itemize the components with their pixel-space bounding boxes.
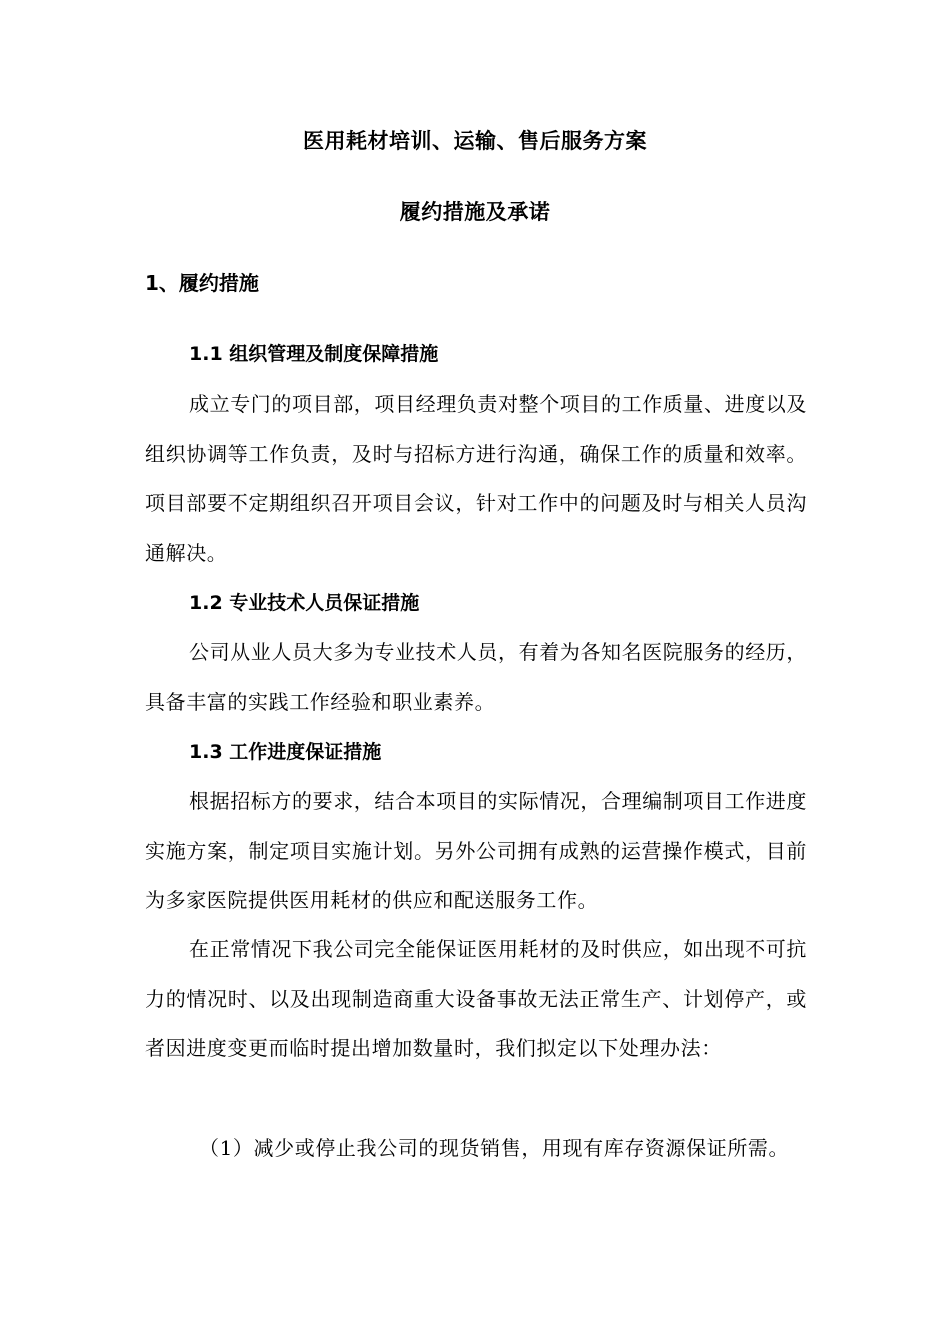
paragraph-1-3-b: 在正常情况下我公司完全能保证医用耗材的及时供应，如出现不可抗力的情况时、以及出现制造商重大设备事故无法正常生产、计划停产，或者因进度变更而临时提出增加数量时，我们拟定以下处理办法： bbox=[145, 937, 807, 1060]
section-heading-1: 1、履约措施 bbox=[145, 271, 259, 295]
subsection-heading-1-3: 1.3 工作进度保证措施 bbox=[189, 741, 382, 763]
paragraph-1-2: 公司从业人员大多为专业技术人员，有着为各知名医院服务的经历，具备丰富的实践工作经验和职业素养。 bbox=[145, 640, 807, 714]
paragraph-1-3-a: 根据招标方的要求，结合本项目的实际情况，合理编制项目工作进度实施方案，制定项目实施计划。另外公司拥有成熟的运营操作模式，目前为多家医院提供医用耗材的供应和配送服务工作。 bbox=[145, 789, 807, 912]
document-title: 医用耗材培训、运输、售后服务方案 bbox=[303, 129, 647, 153]
subsection-heading-1-2: 1.2 专业技术人员保证措施 bbox=[189, 592, 420, 614]
list-item-1: （1）减少或停止我公司的现货销售，用现有库存资源保证所需。 bbox=[199, 1136, 790, 1160]
document-subtitle: 履约措施及承诺 bbox=[399, 200, 551, 224]
subsection-heading-1-1: 1.1 组织管理及制度保障措施 bbox=[189, 343, 439, 365]
paragraph-1-1: 成立专门的项目部，项目经理负责对整个项目的工作质量、进度以及组织协调等工作负责，及时与招标方进行沟通，确保工作的质量和效率。项目部要不定期组织召开项目会议，针对工作中的问题及时与相关人员沟通解决。 bbox=[145, 392, 807, 565]
